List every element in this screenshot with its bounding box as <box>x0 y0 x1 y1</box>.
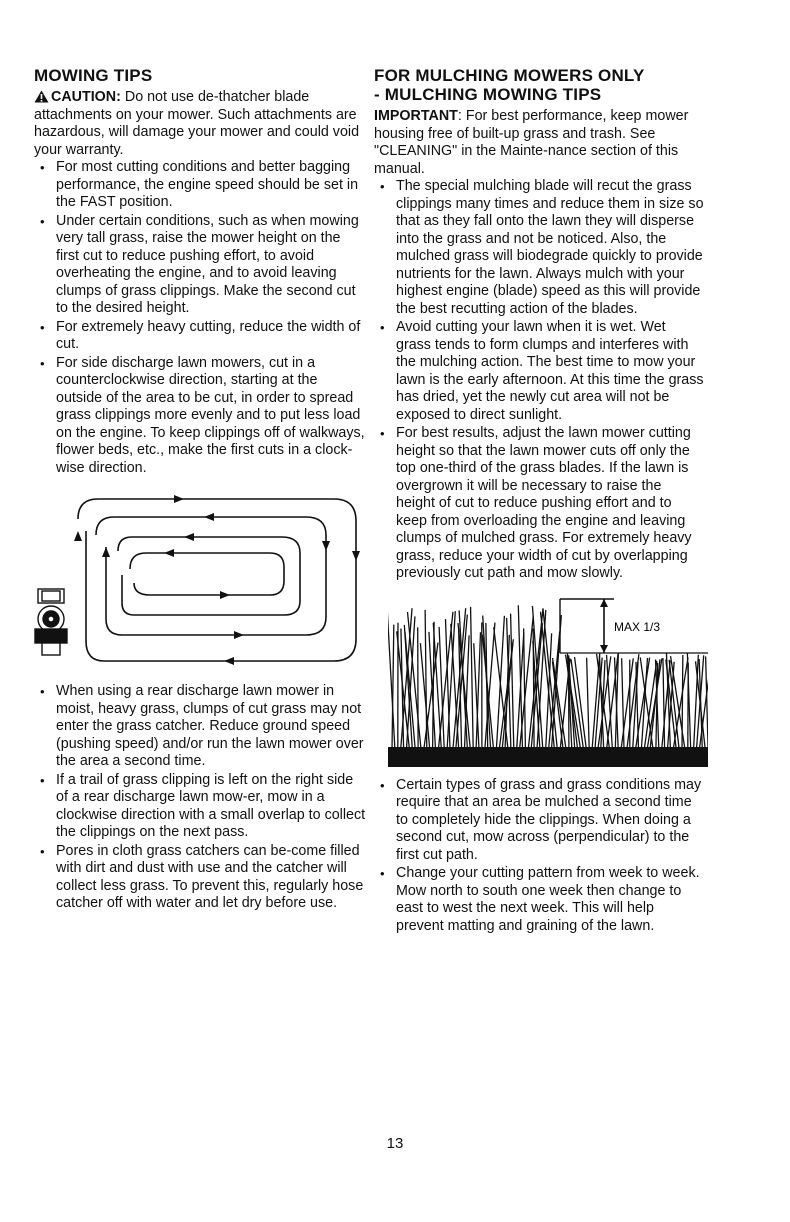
grass-blade <box>566 654 581 748</box>
tip-text: Pores in cloth grass catchers can be-come filled with dirt and dust with use and the catcher will collect less grass. To prevent this, regularly hose catcher off with water and let dry before use. <box>56 842 364 911</box>
bullet: • <box>380 866 385 881</box>
grass-blade <box>425 609 427 748</box>
tip-text: Under certain conditions, such as when mowing very tall grass, raise the mower height on the first cut to reduce pushing effort, to avoid overheating the engine, and to avoid leaving clumps of grass clippings. Make the second cut to the desired height. <box>56 212 359 316</box>
list-item <box>374 865 704 935</box>
tip-text: For extremely heavy cutting, reduce the width of cut. <box>56 318 361 352</box>
bullet: • <box>40 213 45 229</box>
mowing-pattern-diagram <box>34 491 366 671</box>
grass-blade <box>420 643 429 749</box>
grass-blade <box>552 661 563 749</box>
list-item <box>34 843 366 913</box>
caution-paragraph <box>34 89 366 159</box>
grass-blade <box>511 613 514 748</box>
grass-blade <box>541 611 555 748</box>
tip-text: For most cutting conditions and better bagging performance, the engine speed should be set in the FAST position. <box>56 159 359 210</box>
tip-text: When using a rear discharge lawn mower in moist, heavy grass, clumps of cut grass may not enter the grass catcher. Reduce ground speed (pushing speed) and/or run the lawn mower over the area a second time. <box>56 683 364 769</box>
caution-text: Do not use de-thatcher blade attachments on your mower. Such attachments are hazardous, will damage your mower and could void your warranty. <box>34 89 360 158</box>
tip-text: The special mulching blade will recut the grass clippings many times and reduce them in size so that as they fall onto the lawn they will disperse into the grass and not be noticed. Also, the mulched grass will biodegrade quickly to provide nutrients for the lawn. Always mulch with your highest engine (blade) speed as this will provide the best recutting action of the blades. <box>396 178 704 317</box>
left-tips-top <box>34 159 366 477</box>
tip-text: Avoid cutting your lawn when it is wet. Wet grass tends to form clumps and interferes with the mulching action. The best time to mow your lawn is the early afternoon. At this time the grass has dried, yet the newly cut area will not be exposed to direct sunlight. <box>396 319 704 423</box>
list-item <box>374 178 704 318</box>
bullet: • <box>40 319 45 335</box>
left-column <box>34 66 366 914</box>
tip-text: Change your cutting pattern from week to week. Mow north to south one week then change to east to west the next week. This will help prevent matting and graining of the lawn. <box>396 865 700 934</box>
grass-height-illustration <box>388 597 708 767</box>
mulching-heading-line1: FOR MULCHING MOWERS ONLY <box>374 66 645 85</box>
grass-blade <box>405 631 415 748</box>
max-one-third-label: MAX 1/3 <box>614 619 661 634</box>
right-column <box>374 66 704 936</box>
bullet: • <box>40 843 45 859</box>
tip-text: For best results, adjust the lawn mower cutting height so that the lawn mower cuts off only the top one-third of the grass blades. If the lawn is overgrown it will be necessary to raise the height of cut to reduce pushing effort and to keep from overloading the engine and leaving clumps of mulched grass. For extremely heavy grass, reduce your width of cut by overlapping previously cut path and mow slowly. <box>396 425 692 581</box>
left-tips-bottom <box>34 683 366 913</box>
important-label: IMPORTANT <box>374 108 458 124</box>
grass-blade <box>494 627 508 749</box>
bullet: • <box>40 160 45 175</box>
grass-blade <box>673 657 688 748</box>
list-item <box>34 213 366 318</box>
grass-blade <box>524 628 526 749</box>
page-number: 13 <box>386 1135 404 1152</box>
important-paragraph <box>374 108 704 178</box>
list-item <box>34 159 366 212</box>
right-tips-bottom <box>374 777 704 936</box>
bullet: • <box>380 179 385 194</box>
right-tips-top <box>374 178 704 583</box>
bullet: • <box>380 777 385 793</box>
bullet: • <box>40 772 45 788</box>
list-item <box>34 355 366 478</box>
mower-icon <box>35 589 67 655</box>
list-item <box>374 777 704 865</box>
grass-blade <box>518 605 522 749</box>
bullet: • <box>40 355 45 371</box>
bullet: • <box>380 320 385 335</box>
grass-blade <box>587 657 590 748</box>
list-item <box>34 683 366 771</box>
list-item <box>34 319 366 354</box>
tip-text: If a trail of grass clipping is left on the right side of a rear discharge lawn mow-er, mow in a clockwise direction with a small overlap to collect the clippings on the next pass. <box>56 771 366 840</box>
important-text: : For best performance, keep mower housing free of built-up grass and trash. See "CLEANING" in the Mainte-nance section of this manual. <box>374 108 689 177</box>
warning-triangle-icon <box>34 90 49 103</box>
bullet: • <box>40 684 45 699</box>
grass-blade <box>471 606 474 748</box>
mulching-heading-line2: - MULCHING MOWING TIPS <box>374 85 602 104</box>
list-item <box>374 425 704 583</box>
mowing-tips-heading: MOWING TIPS <box>34 66 153 85</box>
list-item <box>34 772 366 842</box>
caution-label: CAUTION: <box>51 89 121 105</box>
tip-text: For side discharge lawn mowers, cut in a counterclockwise direction, starting at the outside of the area to be cut, in order to spread grass clippings more evenly and to put less load on the engine. To keep clippings off of walkways, flower beds, etc., make the first cuts in a clock-wise direction. <box>56 354 365 476</box>
bullet: • <box>380 426 385 441</box>
tip-text: Certain types of grass and grass conditions may require that an area be mulched a second time to completely hide the clippings. When doing a second cut, mow across (perpendicular) to the first cut path. <box>396 776 702 863</box>
list-item <box>374 319 704 424</box>
